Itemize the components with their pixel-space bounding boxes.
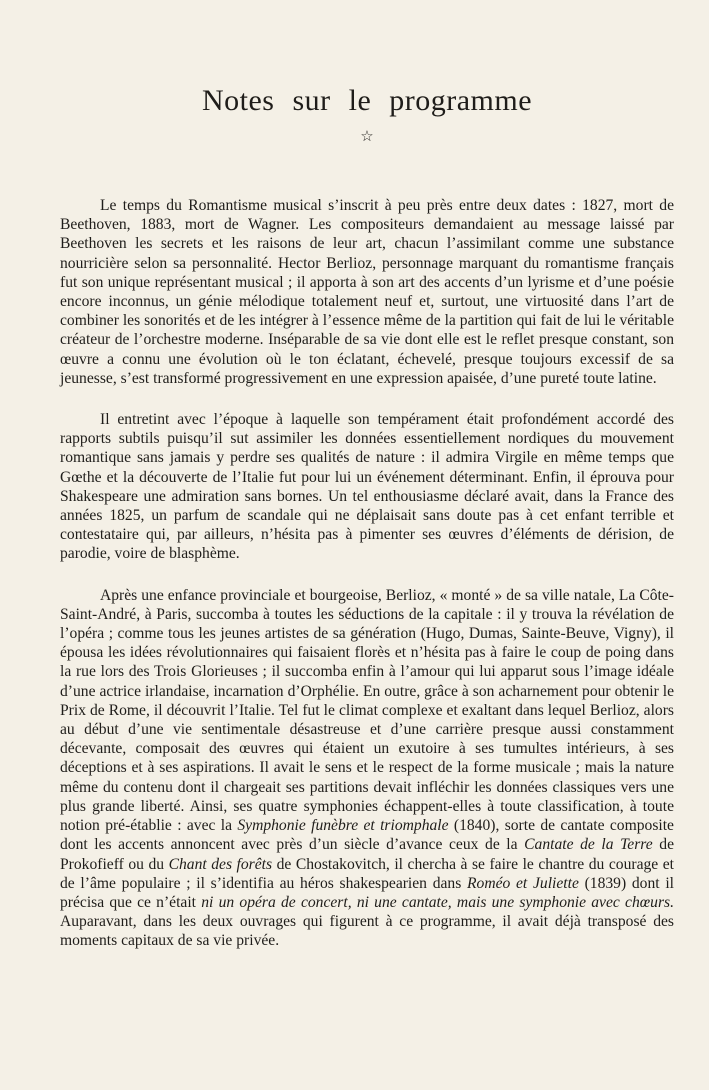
paragraph-text: Après une enfance provinciale et bourgeoise, Berlioz, « monté » de sa ville natale, La Côte-Saint-André, à Paris, succomba à toutes les séductions de la capitale : il y trouva la révélation de l’opéra ; comme tous les jeunes artistes de sa génération (Hugo, Dumas, Sainte-Beuve, Vigny), il épousa les idées révolutionnaires qui faisaient florès et n’hésita pas à faire le coup de poing dans la rue lors des Trois Glorieuses ; il succomba enfin à l’amour qui lui apparut sous l’image idéale d’une actrice irlandaise, incarnation d’Orphélie. En outre, grâce à son acharnement pour obtenir le Prix de Rome, il découvrit l’Italie. Tel fut le climat complexe et exaltant dans lequel Berlioz, alors au début d’une vie sentimentale désastreuse et d’une carrière presque aussi constamment décevante, composait des œuvres qui étaient un exutoire à ses tumultes intérieurs, à ses déceptions et à ses aspirations. Il avait le sens et le respect de la forme musicale ; mais la nature même du contenu dont il chargeait ses partitions devait infléchir les données classiques vers une plus grande liberté. Ainsi, ses quatre symphonies échappent-elles à toute classification, à toute notion pré-établie : avec la [60, 586, 674, 835]
paragraph-text: de Prokofieff ou du [60, 836, 675, 873]
paragraph-text: Auparavant, dans les deux ouvrages qui figurent à ce programme, il avait déjà transposé des moments capitaux de sa vie privée. [60, 913, 674, 950]
italic-title-text: Symphonie funèbre et triomphale [237, 817, 449, 835]
italic-title-text: ni un opéra de concert, ni une cantate, mais une symphonie avec chœurs. [201, 893, 674, 911]
document-page [60, 82, 674, 973]
italic-title-text: Chant des forêts [168, 855, 273, 873]
body-text [60, 196, 674, 951]
italic-title-text: Roméo et Juliette [467, 874, 579, 892]
paragraph-text: (1839) dont il précisa que ce n’était [60, 874, 674, 911]
paragraph-text: Le temps du Romantisme musical s’inscrit à peu près entre deux dates : 1827, mort de Beethoven, 1883, mort de Wagner. Les compositeurs demandaient au message laissé par Beethoven les secrets et les raisons de leur art, chacun l’assimilant comme une substance nourricière selon sa personnalité. Hector Berlioz, personnage marquant du romantisme français fut son unique représentant musical ; il apporta à son art des accents d’un lyrisme et d’une poésie encore inconnus, un génie mélodique totalement neuf et, surtout, une virtuosité dans l’art de combiner les sonorités et de les intégrer à l’essence même de la partition qui fait de lui le véritable créateur de l’orchestre moderne. Inséparable de sa vie dont elle est le reflet presque constant, son œuvre a connu une évolution où le ton éclatant, échevelé, presque toujours excessif de sa jeunesse, s’est transformé progressivement en une expression apaisée, d’une pureté toute latine. [60, 197, 674, 387]
paragraph-text: Il entretint avec l’époque à laquelle son tempérament était profondément accordé des rapports subtils puisqu’il sut assimiler les données essentiellement nordiques du mouvement romantique sans jamais y perdre ses qualités de nature : il admira Virgile en même temps que Gœthe et la découverte de l’Italie fut pour lui un événement déterminant. Enfin, il éprouva pour Shakespeare une admiration sans bornes. Un tel enthousiasme déclaré avait, dans la France des années 1825, un parfum de scandale qui ne déplaisait sans doute pas à cet enfant terrible et contestataire qui, par ailleurs, n’hésita pas à pimenter ses œuvres d’éléments de dérision, de parodie, voire de blasphème. [60, 411, 674, 563]
page-title: Notes sur le programme [201, 84, 533, 117]
paragraph-text: (1840), sorte de cantate composite dont les accents annoncent avec près d’un siècle d’avance ceux de la [60, 817, 674, 854]
paragraph-text: de Chostakovitch, il chercha à se faire le chantre du courage et de l’âme populaire ; il s’identifia au héros shakespearien dans [60, 855, 674, 892]
paragraph-2 [60, 410, 674, 564]
paragraph-3 [60, 586, 674, 951]
star-ornament-icon: ☆ [360, 129, 374, 145]
italic-title-text: Cantate de la Terre [524, 836, 653, 854]
paragraph-1 [60, 196, 674, 388]
